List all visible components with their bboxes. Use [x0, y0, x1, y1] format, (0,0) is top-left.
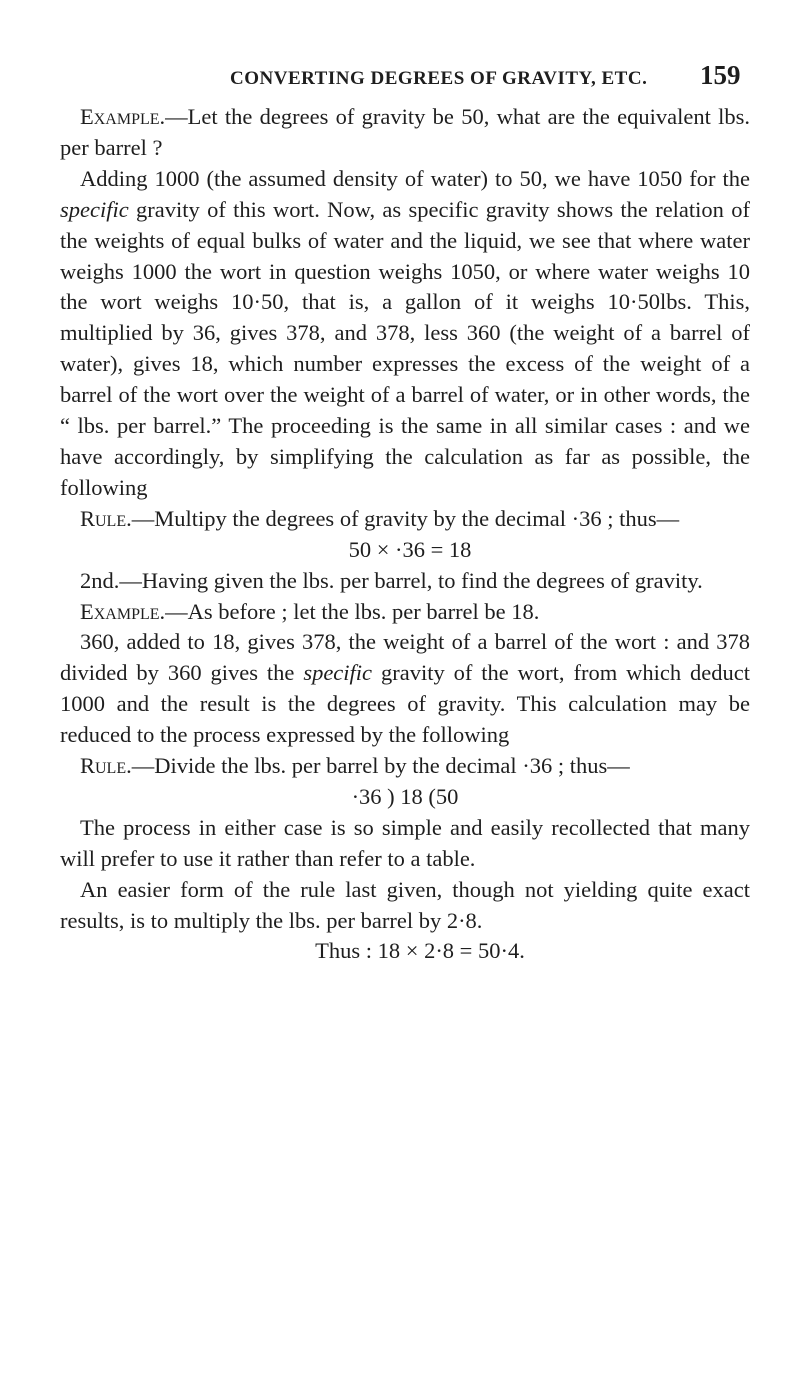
paragraph-second-case: 2nd.—Having given the lbs. per barrel, to find the degrees of gravity. — [80, 567, 703, 593]
body-text — [60, 102, 750, 967]
paragraph-rule-2 — [60, 751, 750, 782]
page-number: 159 — [700, 60, 741, 90]
emphasis-specific: specific — [303, 660, 373, 686]
equation-multiply: 50 × ·36 = 18 — [348, 536, 472, 562]
rule-label: Rule. — [80, 505, 132, 531]
emphasis-specific: specific — [60, 196, 129, 222]
example-label: Example. — [80, 104, 166, 129]
paragraph-text: —Divide the lbs. per barrel by the decimal ·36 ; thus— — [131, 753, 630, 779]
paragraph-easier-form: An easier form of the rule last given, though not yielding quite exact results, is to multiply the lbs. per barrel by 2·8. — [60, 876, 750, 933]
paragraph-example-1 — [60, 102, 750, 164]
rule-label: Rule. — [80, 753, 132, 779]
running-head: CONVERTING DEGREES OF GRAVITY, ETC. — [230, 68, 648, 89]
paragraph-text: —Let the degrees of gravity be 50, what are the equivalent lbs. per barrel ? — [60, 104, 750, 160]
paragraph-text: Adding 1000 (the assumed density of water) to 50, we have 1050 for the — [80, 165, 750, 191]
paragraph-text: —As before ; let the lbs. per barrel be 18. — [165, 598, 540, 624]
equation-divide: ·36 ) 18 (50 — [351, 783, 459, 809]
paragraph-example-2 — [60, 597, 750, 628]
paragraph-process: The process in either case is so simple and easily recollected that many will prefer to use it rather than refer to a table. — [60, 814, 750, 871]
paragraph-text: —Multipy the degrees of gravity by the decimal ·36 ; thus— — [131, 505, 680, 531]
paragraph-adding — [60, 164, 750, 504]
paragraph-text: gravity of this wort. Now, as specific gravity shows the relation of the weights of equal bulks of water and the liquid, we see that where water weighs 1000 the wort in question weighs 1050, or where water weighs 10 the wort weighs 10·50, that is, a gallon of it weighs 10·50lbs. This, multiplied by 36, gives 378, and 378, less 360 (the weight of a barrel of water), gives 18, which number expresses the excess of the weight of a barrel of the wort over the weight of a barrel of water, or in other words, the “ lbs. per barrel.” The proceeding is the same in all similar cases : and we have accordingly, by simplifying the calculation as far as possible, the following — [60, 196, 750, 500]
paragraph-added — [60, 627, 750, 751]
paragraph-text: 360, added to 18, gives 378, the weight of a barrel of the wort : and 378 divided by 360 gives the — [60, 629, 750, 686]
equation-thus: Thus : 18 × 2·8 = 50·4. — [315, 938, 525, 964]
paragraph-text: gravity of the wort, from which deduct 1000 and the result is the degrees of gravity. This calculation may be reduced to the process expressed by the following — [60, 660, 750, 748]
example-label: Example. — [80, 598, 166, 624]
paragraph-rule-1 — [60, 504, 750, 535]
